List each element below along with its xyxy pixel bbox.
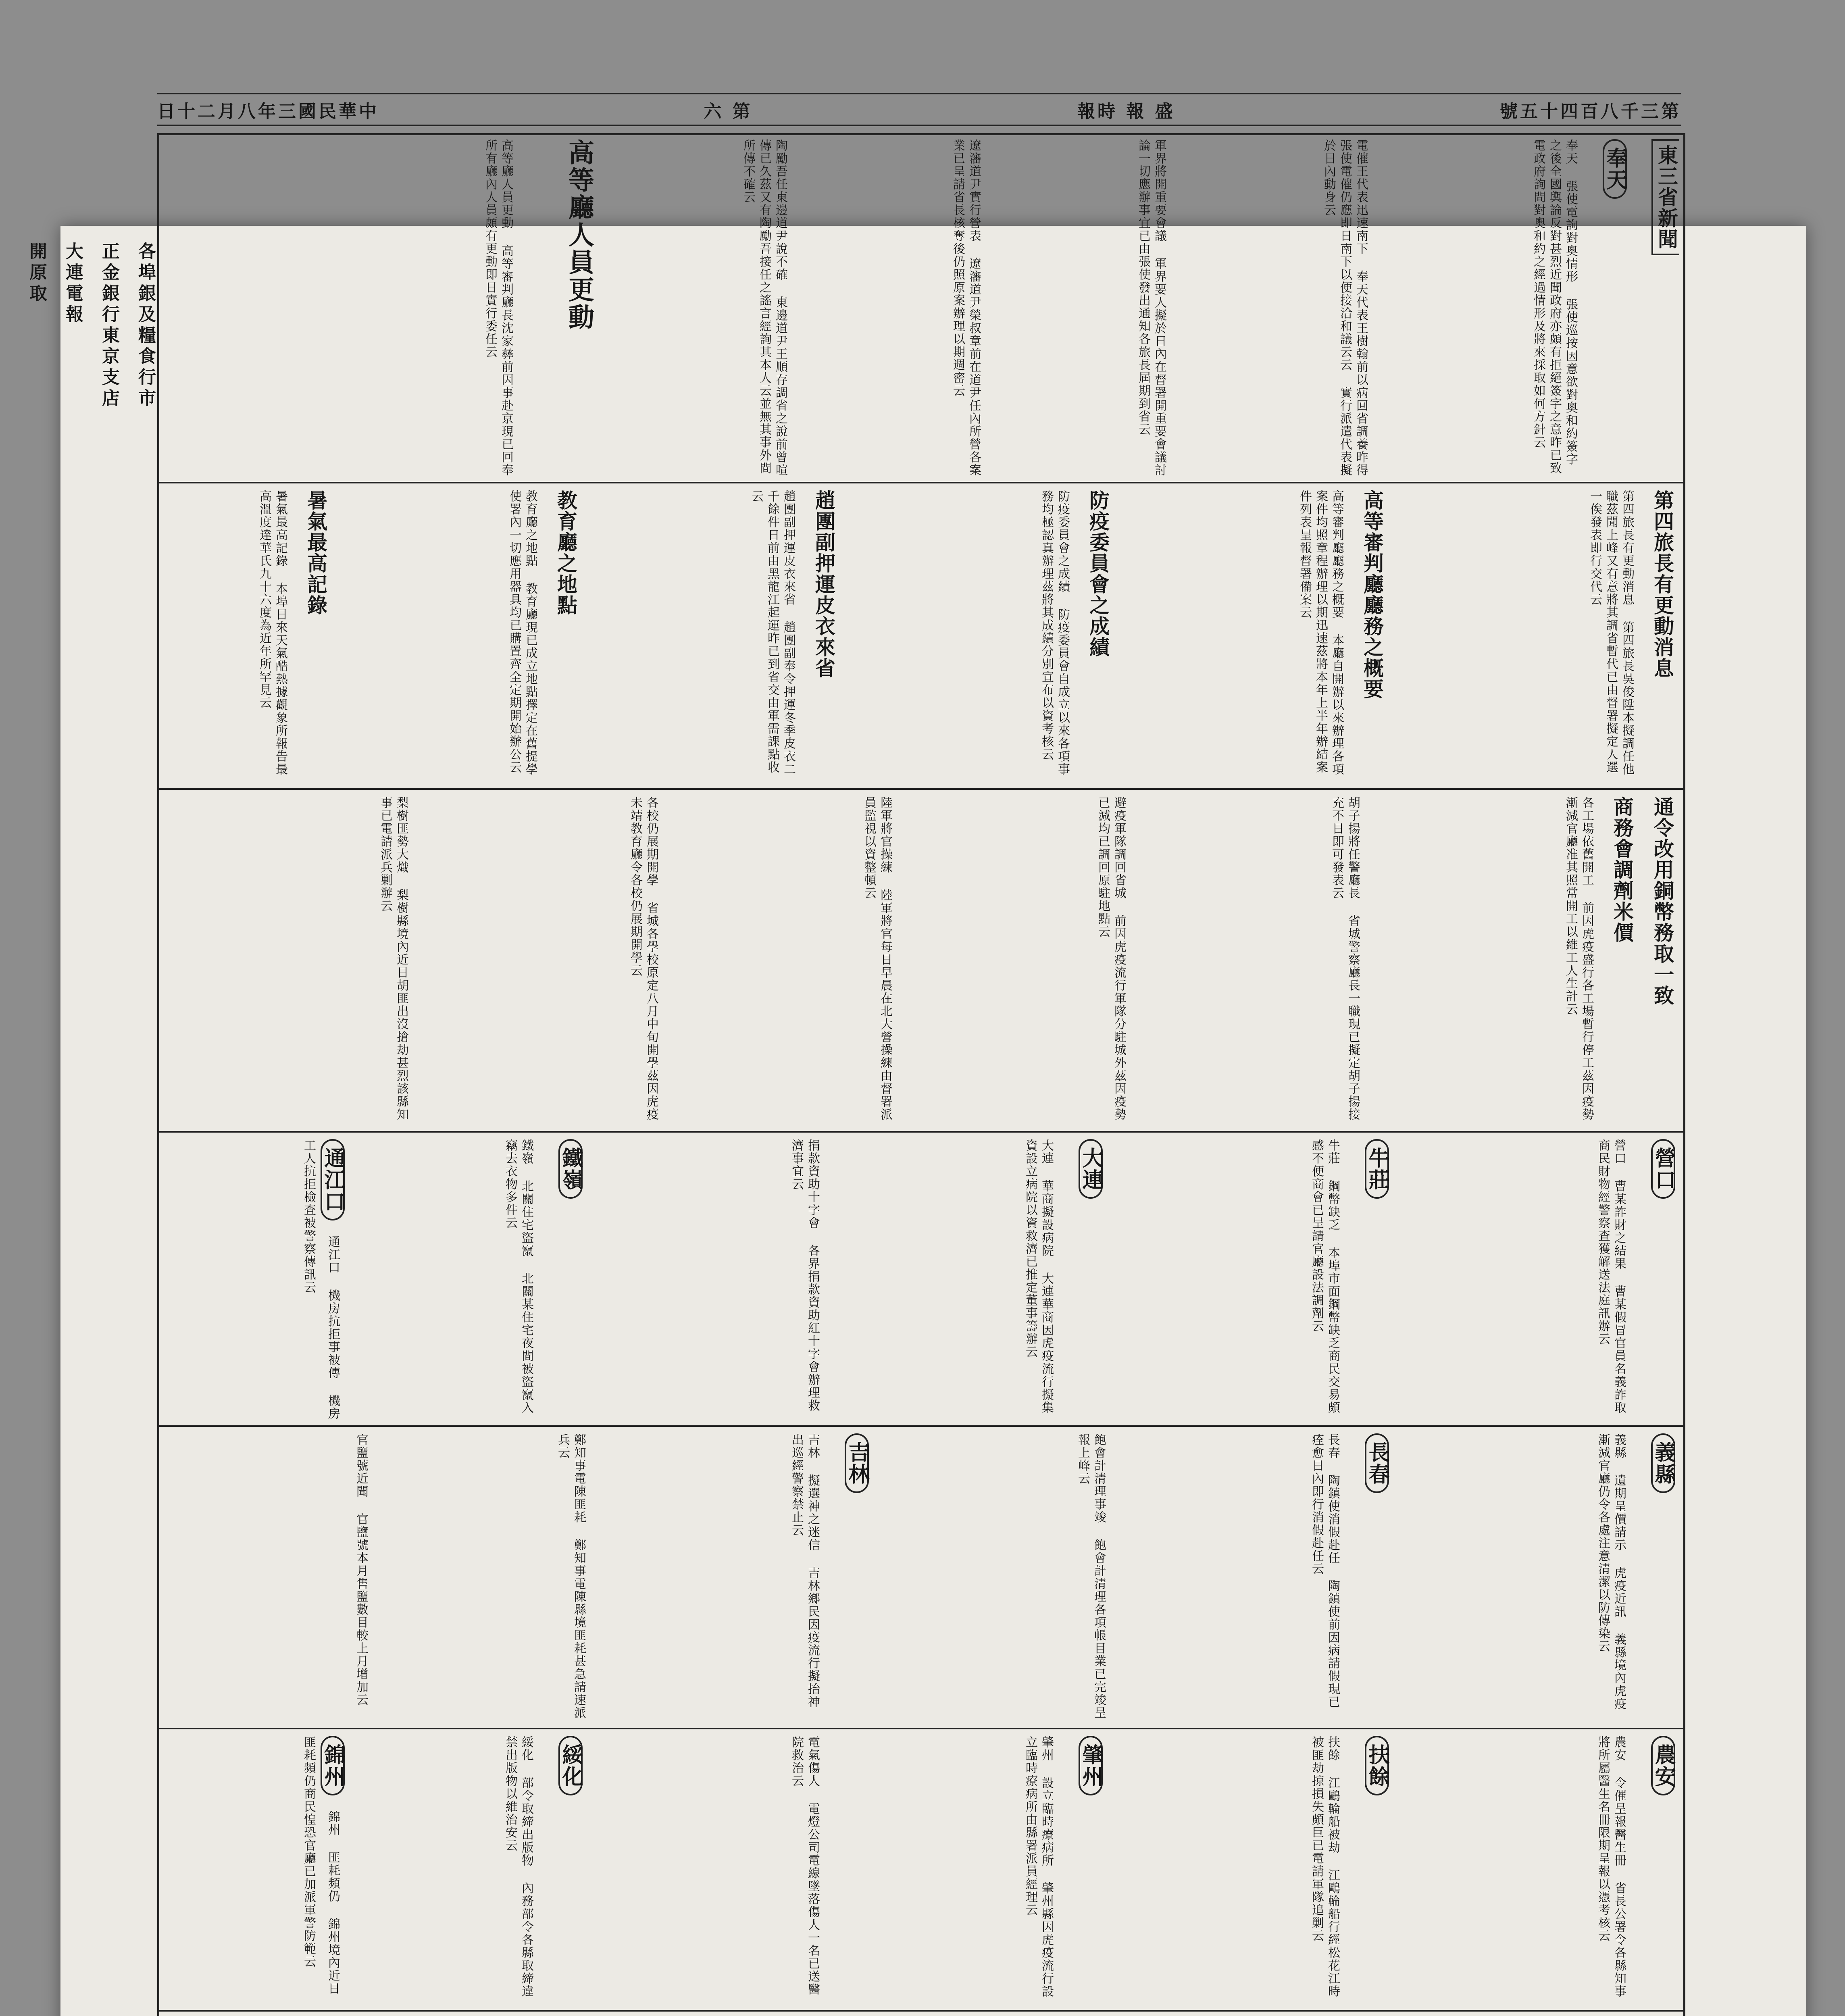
article-accounts: 飽會計清理事竣 飽會計清理各項帳目業已完竣呈報上峰云 [1076,1433,1106,1719]
tag-jizhou: 錦州 [321,1736,345,1795]
article-officer-drill: 陸軍將官操練 陸軍將官每日早晨在北大營操練由督署派員監視以資整頓云 [862,796,892,1121]
ad-kaiyuan: 開原取 [26,242,47,305]
article-cholera: 義縣 遺期呈價請示 虎疫近訊 義縣境內虎疫漸減官廳仍令各處注意清潔以防傳染云 [1596,1433,1626,1710]
headline-brigade: 第四旅長有更動消息 [1651,490,1674,679]
article-fur-coats: 趙團副押運皮衣來省 趙團副奉令押運冬季皮衣二千餘件日前由黑龍江起運昨已到省交由軍需課點收云 [749,490,795,776]
band-divider-1 [159,482,1683,483]
band-divider-6 [159,2010,1683,2012]
section-east-three-provinces [1635,139,1679,478]
article-cao-fraud: 營口 曹某詐財之結果 曹某假冒官員名義詐取商民財物經警察查獲解送法庭訊辦云 [1596,1139,1626,1414]
article-tao-liwu: 陶勵吾任東邊道尹說不確 東邊道尹王順存調省之說前曾喧傳已久茲又有陶勵吾接任之謠言經詢其本人云並無其事外間所傳不確云 [741,139,787,477]
issue-number: 號五十四百八千三第 [1500,101,1681,122]
article-brigade: 第四旅長有更動消息 第四旅長吳俊陞本擬調任他職茲聞上峰又有意將其調省暫代已由督署擬定人選一俟發表即行交代云 [1588,490,1634,776]
changchun-tag-col [1345,1433,1393,1720]
page-number: 六 第 [704,101,753,122]
article-epidemic-committee: 防疫委員會之成績 防疫委員會自成立以來各項事務均極認真辦理茲將其成績分別宣布以資考核云 [1039,490,1070,776]
ad-dalian-telegraph: 大連電報 [62,242,83,326]
article-high-court: 高等廳人員更動 高等審判廳長沈家彝前因事赴京現已回奉所有廳內人員頗有更動即日實行委任云 [483,139,513,477]
article-superstition: 吉林 擬選神之迷信 吉林鄉民因疫流行擬抬神出巡經警察禁止云 [789,1433,820,1708]
headline-education-office: 教育廳之地點 [554,490,578,616]
article-education-office: 教育廳之地點 教育廳現已成立地點擇定在舊提學使署內一切應用器具均已購置齊全定期開始辦公云 [507,490,537,776]
tieling-tag-col [538,1139,587,1421]
ad-yokohama-bank: 正金銀行東京支店 [99,242,119,410]
article-capture: 捐款資助十字會 各界捐款資助紅十字會辦理救濟事宜云 [789,1139,820,1412]
headline-court-affairs: 高等審判廳廳務之概要 [1360,490,1384,700]
yixian-tag-col [1631,1433,1679,1720]
article-schools: 各校仍展期開學 省城各學校原定八月中旬開學茲因虎疫未靖教育廳令各校仍展期開學云 [628,796,658,1121]
article-steamer: 扶餘 江鷗輪船被劫 江鷗輪船行經松花江時被匪劫掠損失頗巨已電請軍隊追剿云 [1310,1736,1340,1998]
band-divider-3 [159,1131,1683,1133]
headline-rice-price: 商務會調劑米價 [1610,796,1634,943]
issue-date: 日十二月八年三國民華中 [157,101,379,122]
tag-changchun: 長春 [1365,1433,1389,1493]
nongan-tag-col [1631,1736,1679,2002]
article-electric-injury: 電氣傷人 電燈公司電線墜落傷人一名已送醫院救治云 [789,1736,820,1996]
tag-fengtian: 奉天 [1603,139,1627,199]
headline-epidemic-committee: 防疫委員會之成績 [1086,490,1110,658]
tag-tongjiang: 通江口 [321,1139,345,1220]
article-salt: 官鹽號近聞 官鹽號本月售鹽數目較上月增加云 [354,1433,368,1706]
article-heat-record: 暑氣最高記錄 本埠日來天氣酷熱據觀象所報告最高溫度達華氏九十六度為近年所罕見云 [257,490,287,776]
fuyu-tag-col [1345,1736,1393,2002]
niuzhuang-tag-col [1345,1139,1393,1421]
article-zhang-austria: 奉天 張使電詢對奧情形 張使巡按因意欲對奧和約簽字之後全國輿論反對甚烈近聞政府亦頗有拒絕簽字之意昨已致電政府詢問對奧和約之經過情形及將來採取如何方針云 [1531,139,1578,475]
content-frame [157,133,1685,2016]
tag-niuzhuang: 牛莊 [1365,1139,1389,1199]
article-doctor-register: 農安 令催呈報醫生冊 省長公署令各縣知事將所屬醫生名冊限期呈報以憑考核云 [1596,1736,1626,1998]
article-publications: 綏化 部令取締出版物 內務部令各縣取締違禁出版物以維治安云 [503,1736,533,1998]
tag-tieling: 鐵嶺 [558,1139,583,1199]
band-divider-2 [159,788,1683,790]
headline-currency: 通令改用銅幣務取一致 [1651,796,1674,1006]
article-military-meeting: 軍界將開重要會議 軍界要人擬於日內在督署開重要會議討論一切應辦事宜已由張使發出通知各旅長屆期到省云 [1136,139,1166,477]
article-court-affairs: 高等審判廳廳務之概要 本廳自開辦以來辦理各項案件均照章程辦理以期迅速茲將本年上半年辦結案件列表呈報督署備案云 [1297,490,1344,776]
suihua-tag-col [538,1736,587,2002]
zhaozhou-tag-col [1058,1736,1107,2002]
jilin-tag-col [825,1433,873,1720]
tag-yixian: 義縣 [1651,1433,1675,1493]
band-divider-5 [159,1728,1683,1729]
tag-yingkou: 營口 [1651,1139,1675,1199]
tag-jilin: 吉林 [845,1433,869,1493]
fengtian-tag-col [1583,139,1631,478]
article-troops: 避疫軍隊調回省城 前因虎疫流行軍隊分駐城外茲因疫勢已減均已調回原駐地點云 [1096,796,1126,1121]
tag-suihua: 綏化 [558,1736,583,1795]
yingkou-tag-col [1631,1139,1679,1421]
tag-zhaozhou: 肇州 [1079,1736,1103,1795]
article-hospital: 大連 華商擬設病院 大連華商因虎疫流行擬集資設立病院以資救濟已推定董事籌辦云 [1023,1139,1054,1414]
article-tongjiang: 通江口 通江口 機房抗拒事被傳 機房工人抗拒檢查被警察傳訊云 [302,1139,345,1420]
masthead [157,93,1681,126]
article-liaoshen: 遼瀋道尹實行營表 遼瀋道尹榮叔章前在道尹任內所營各案業已呈請省長核奪後仍照原案辦理以期週密云 [951,139,981,477]
article-zheng-bandits: 鄭知事電陳匪耗 鄭知事電陳縣境匪耗甚急請速派兵云 [556,1433,586,1719]
ad-market-prices: 各埠銀及糧食行市 [135,242,156,410]
article-lishu-bandits: 梨樹匪勢大熾 梨樹縣境內近日胡匪出沒搶劫甚烈該縣知事已電請派兵剿辦云 [378,796,408,1121]
article-north-gate: 鐵嶺 北關住宅盜竄 北關某住宅夜間被盜竄入竊去衣物多件云 [503,1139,533,1414]
section-title-east: 東三省新聞 [1651,139,1679,255]
headline-high-court: 高等廳人員更動 [564,139,594,331]
dalian-tag-col [1058,1139,1107,1421]
article-wang-delegate: 電催王代表迅速南下 奉天代表王樹翰前以病回省調養昨得張使電催仍應即日南下以便接洽和議云云 實行派遣代表擬於日內動身云 [1322,139,1368,477]
tag-nongan: 農安 [1651,1736,1675,1795]
article-clinic: 肇州 設立臨時療病所 肇州縣因虎疫流行設立臨時療病所由縣署派員經理云 [1023,1736,1054,1998]
tag-fuyu: 扶餘 [1365,1736,1389,1795]
left-margin-ads [26,242,159,2016]
paper-title: 報時 報 盛 [1077,101,1175,122]
article-coin-shortage: 牛莊 鋼幣缺乏 本埠市面鋼幣缺乏商民交易頗感不便商會已呈請官廳設法調劑云 [1310,1139,1340,1414]
headline-heat-record: 暑氣最高記錄 [304,490,328,616]
headline-fur-coats: 趙團副押運皮衣來省 [812,490,836,679]
article-factories: 各工場依舊開工 前因虎疫盛行各工場暫行停工茲因疫勢漸減官廳准其照常開工以維工人生計云 [1564,796,1594,1121]
article-police-chief: 胡子揚將任警廳長 省城警察廳長一職現已擬定胡子揚接充不日即可發表云 [1330,796,1360,1121]
article-tao-leave: 長春 陶鎮使消假赴任 陶鎮使前因病請假現已痊愈日內即行消假赴任云 [1310,1433,1340,1708]
band-divider-4 [159,1425,1683,1427]
article-jinzhou: 錦州 錦州 匪耗頻仍 錦州境內近日匪耗頻仍商民惶恐官廳已加派軍警防範云 [302,1736,345,1995]
tag-dalian: 大連 [1079,1139,1103,1199]
